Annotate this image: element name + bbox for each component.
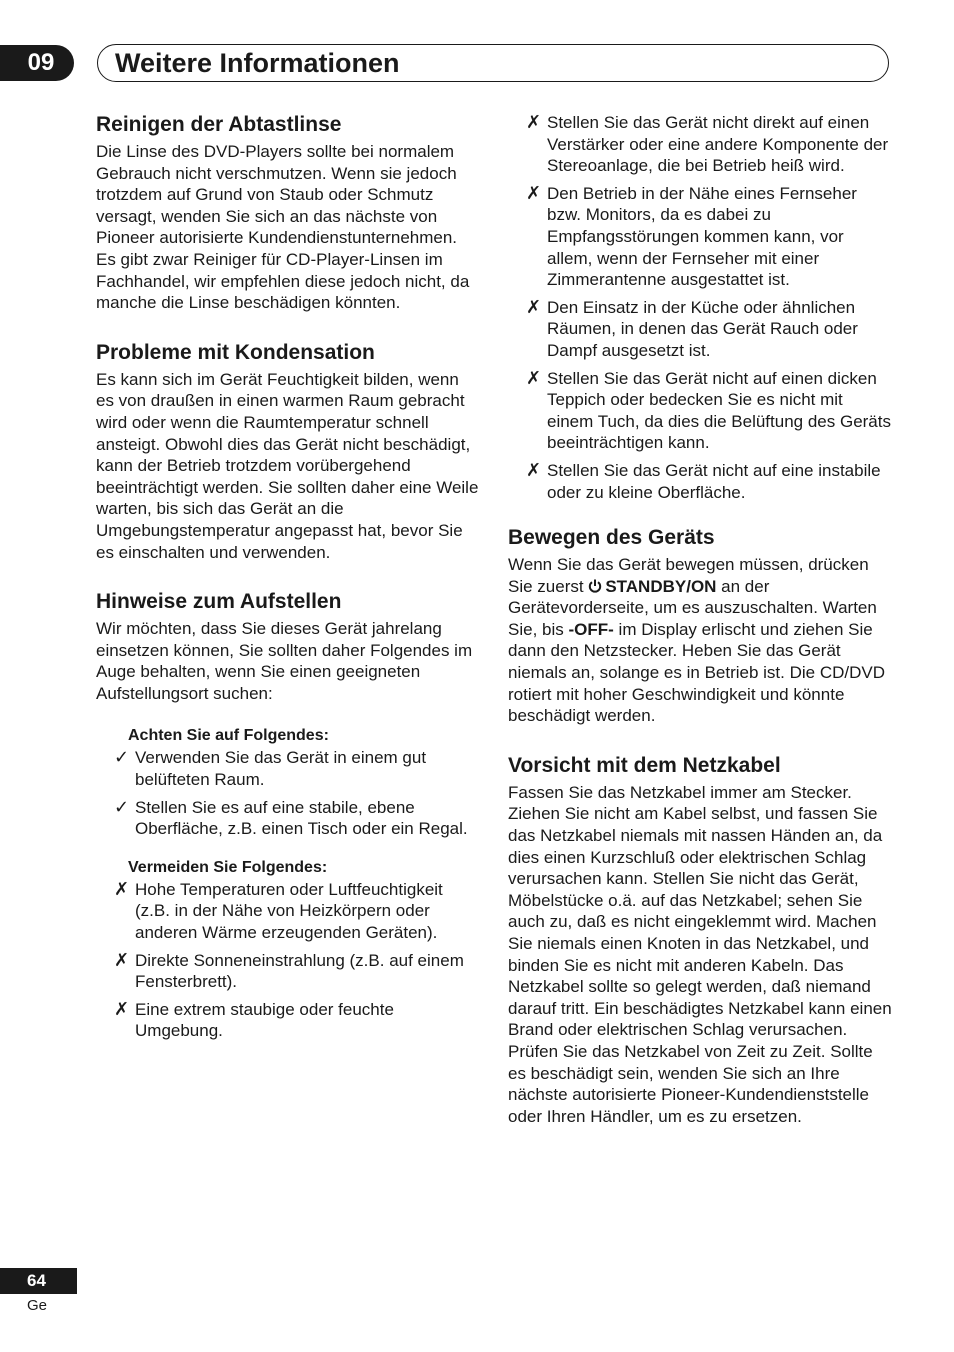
body-placement: Wir möchten, dass Sie dieses Gerät jahrelang einsetzen können, Sie sollten daher Folgendes im Auge behalten, wenn Sie einen geeigneten Aufstellungsort suchen: bbox=[96, 619, 473, 703]
body-cable: Fassen Sie das Netzkabel immer am Stecker. Ziehen Sie nicht am Kabel selbst, und fassen Sie das Netzkabel niemals mit nassen Händen an, da dies einen Kurzschluß oder elektrischen Schlag verursachen kann. Stellen Sie nicht das Gerät, Möbelstücke o.ä. auf das Netzkabel; sehen Sie auch zu, daß es nicht eingeklemmt wird. Machen Sie niemals einen Knoten in das Netzkabel, und binden Sie es nicht mit anderen Kabeln. Das Netzkabel sollte so gelegt werden, daß niemand darauf tritt. Ein beschädigtes Netzkabel kann einen Brand oder elektrischen Schlag verursachen. Prüfen Sie das Netzkabel von Zeit zu Zeit. Sollte es beschädigt sein, wenden Sie sich an Ihre nächste autorisierte Pioneer-Kundendienststelle oder Ihren Händler, um es zu ersetzen. bbox=[508, 782, 892, 1126]
heading-moving: Bewegen des Geräts bbox=[508, 526, 715, 550]
section-moving bbox=[508, 525, 892, 727]
list-item: ✓ Stellen Sie es auf eine stabile, ebene Oberfläche, z.B. einen Tisch oder ein Regal. bbox=[114, 796, 468, 839]
list-item: ✗ Den Einsatz in der Küche oder ähnlichen Räumen, in denen das Gerät Rauch oder Dampf ausgesetzt ist. bbox=[526, 296, 858, 360]
body-condensation: Es kann sich im Gerät Feuchtigkeit bilden, wenn es von draußen in einen warmen Raum gebracht wird oder wenn die Raumtemperatur schnell ansteigt. Obwohl dies das Gerät nicht beschädigt, kann der Betrieb trotzdem vorübergehend beeinträchtigt werden. Sie sollten daher eine Weile warten, bis sich das Gerät an die Umgebungstemperatur angepasst hat, bevor Sie es einschalten und verwenden. bbox=[96, 369, 479, 562]
body-moving: Wenn Sie das Gerät bewegen müssen, drücken Sie zuerst STANDBY/ON an der Gerätevorderseite, um es auszuschalten. Warten Sie, bis -OFF- im Display erlischt und ziehen Sie dann den Netzstecker. Heben Sie das Gerät niemals an, solange es in Betrieb ist. Die CD/DVD rotiert mit hoher Geschwindigkeit und könnte beschädigt werden. bbox=[508, 555, 885, 726]
left-column bbox=[96, 112, 480, 1048]
cross-icon: ✗ bbox=[114, 878, 130, 899]
list-item: ✓ Verwenden Sie das Gerät in einem gut belüfteten Raum. bbox=[114, 747, 427, 790]
list-item: ✗ Direkte Sonneneinstrahlung (z.B. auf einem Fensterbrett). bbox=[114, 949, 464, 992]
cross-icon: ✗ bbox=[526, 459, 542, 480]
list-item: ✗ Stellen Sie das Gerät nicht auf eine instabile oder zu kleine Oberfläche. bbox=[526, 459, 881, 502]
heading-condensation: Probleme mit Kondensation bbox=[96, 340, 375, 364]
check-icon: ✓ bbox=[114, 747, 130, 768]
power-icon bbox=[588, 579, 602, 593]
heading-cleaning: Reinigen der Abtastlinse bbox=[96, 113, 342, 136]
body-cleaning: Die Linse des DVD-Players sollte bei normalem Gebrauch nicht verschmutzen. Wenn sie jedoch trotzdem auf Grund von Staub oder Schmutz versagt, wenden Sie sich an das nächste von Pioneer autorisierte Kundendienstunternehmen. Es gibt zwar Reiniger für CD-Player-Linsen im Fachhandel, wir empfehlen diese jedoch nicht, da manche die Linse beschädigen könnten. bbox=[96, 142, 470, 313]
chapter-title-box bbox=[97, 44, 889, 82]
heading-cable: Vorsicht mit dem Netzkabel bbox=[508, 753, 781, 777]
list-item: ✗ Stellen Sie das Gerät nicht direkt auf einen Verstärker oder eine andere Komponente der Stereoanlage, die bei Betrieb heiß wird. bbox=[526, 112, 889, 176]
cross-icon: ✗ bbox=[526, 112, 542, 132]
language-code: Ge bbox=[27, 1297, 48, 1314]
cross-icon: ✗ bbox=[114, 998, 130, 1019]
cross-icon: ✗ bbox=[114, 949, 130, 970]
section-cable bbox=[508, 753, 892, 1128]
do-label: Achten Sie auf Folgendes: bbox=[128, 727, 329, 745]
avoid-list-continued bbox=[508, 112, 892, 503]
cross-icon: ✗ bbox=[526, 182, 542, 203]
list-item: ✗ Den Betrieb in der Nähe eines Fernseher bzw. Monitors, da es dabei zu Empfangsstörungen kommen kann, vor allem, wenn der Fernseher mit einer Zimmerantenne ausgestattet ist. bbox=[526, 182, 857, 290]
right-column bbox=[508, 112, 892, 1153]
section-placement bbox=[96, 589, 480, 1042]
check-icon: ✓ bbox=[114, 796, 130, 817]
chapter-title: Weitere Informationen bbox=[115, 48, 400, 78]
list-item: ✗ Stellen Sie das Gerät nicht auf einen dicken Teppich oder bedecken Sie es nicht mit einem Tuch, da dies die Belüftung des Geräts beeinträchtigen kann. bbox=[526, 367, 891, 453]
avoid-label: Vermeiden Sie Folgendes: bbox=[128, 858, 328, 876]
list-item: ✗ Eine extrem staubige oder feuchte Umgebung. bbox=[114, 998, 394, 1041]
section-condensation bbox=[96, 340, 480, 563]
page-number: 64 bbox=[0, 1268, 77, 1294]
chapter-number: 09 bbox=[0, 45, 74, 81]
do-list bbox=[96, 747, 480, 839]
cross-icon: ✗ bbox=[526, 296, 542, 317]
list-item: ✗ Hohe Temperaturen oder Luftfeuchtigkeit (z.B. in der Nähe von Heizkörpern oder anderen Wärme erzeugenden Geräten). bbox=[114, 878, 443, 943]
heading-placement: Hinweise zum Aufstellen bbox=[96, 590, 342, 614]
cross-icon: ✗ bbox=[526, 367, 542, 388]
avoid-list bbox=[96, 879, 480, 1042]
section-cleaning bbox=[96, 112, 480, 314]
